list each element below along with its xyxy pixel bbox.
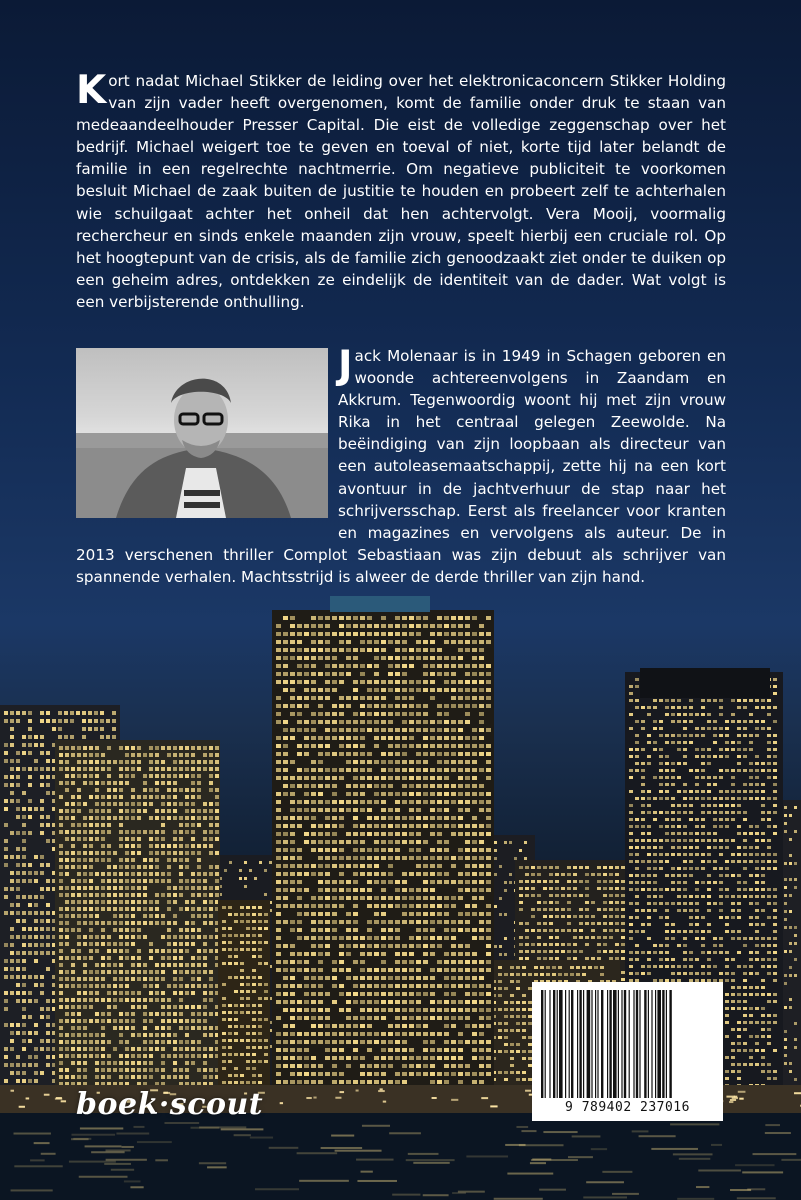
synopsis-dropcap: K [76, 68, 107, 113]
bio-dropcap: J [338, 343, 353, 388]
isbn-number: 9 789402 237016 [565, 1100, 690, 1115]
barcode-bars [541, 990, 714, 1098]
barcode [532, 982, 723, 1121]
author-photo [76, 348, 328, 518]
bio-text: ack Molenaar is in 1949 in Schagen geboren en woonde achtereenvolgens in Zaandam en Akkrum. Tegenwoordig woont hij met zijn vrouw Rika in het centraal gelegen Zeewolde. Na beëindiging van zijn loopbaan als directeur van een autoleasemaatschappij, zette hij na een kort avontuur in de jachtverhuur de stap naar het schrijversschap. Eerst als freelancer voor kranten en magazines en vervolgens als auteur. De in 2013 verschenen thriller Complot Sebastiaan was zijn debuut als schrijver van spannende verhalen. Machtsstrijd is alweer de derde thriller van zijn hand. [76, 347, 726, 586]
author-bio [76, 345, 726, 588]
publisher-logo: boek·scout [76, 1087, 264, 1122]
synopsis-text: ort nadat Michael Stikker de leiding over het elektronicaconcern Stikker Holding van zijn vader heeft overgenomen, komt de familie onder druk te staan van medeaandeelhouder Presser Capital. Die eist de volledige zeggenschap over het bedrijf. Michael weigert toe te geven en toeval of niet, korte tijd later belandt de familie in een regelrechte nachtmerrie. Om negatieve publiciteit te voorkomen besluit Michael de zaak buiten de justitie te houden en probeert zelf te achterhalen wie schuilgaat achter het onheil dat hen achtervolgt. Vera Mooij, voormalig rechercheur en sinds enkele maanden zijn vrouw, speelt hierbij een cruciale rol. Op het hoogtepunt van de crisis, als de familie zich genoodzaakt ziet onder te duiken op een geheim adres, ontdekken ze eindelijk de identiteit van de dader. Wat volgt is een verbijsterende onthulling. [76, 72, 726, 311]
book-synopsis [76, 70, 726, 313]
